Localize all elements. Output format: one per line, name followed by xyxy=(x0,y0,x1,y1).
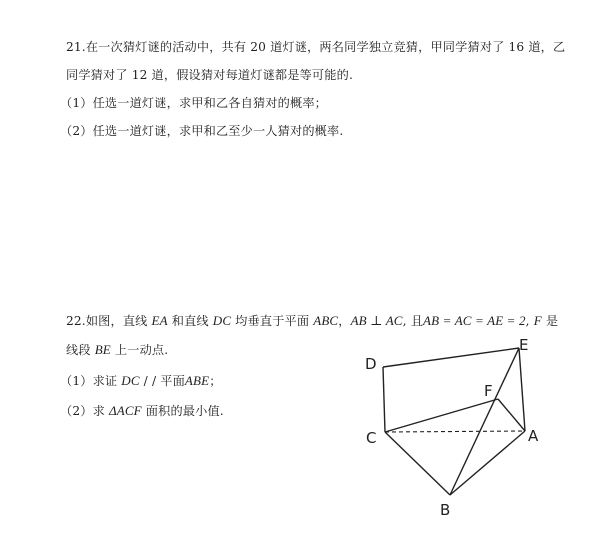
q21-part1: （1）任选一道灯谜，求甲和乙各自猜对的概率； xyxy=(60,96,327,110)
q22-math-abe: ABE xyxy=(184,373,210,388)
q22-text: 上一动点. xyxy=(110,343,169,357)
q22-text: 均垂直于平面 xyxy=(231,314,314,328)
q22-text: 面积的最小值. xyxy=(141,404,224,418)
segment-dc xyxy=(383,367,385,432)
q22-math-dc2: DC xyxy=(121,373,140,388)
segment-ea xyxy=(519,348,525,431)
q22-text: 是 xyxy=(541,314,559,328)
q22-text: ， xyxy=(338,314,351,328)
q22-text: 线段 xyxy=(66,343,95,357)
label-b: B xyxy=(440,501,451,519)
q22-text: / / 平面 xyxy=(139,374,185,388)
q22-text: （2）求 xyxy=(60,404,109,418)
q22-math-eq: AB = AC = AE = 2 xyxy=(423,313,526,328)
q22-text: , xyxy=(525,314,534,328)
segment-cf xyxy=(385,399,498,432)
label-a: A xyxy=(528,427,539,445)
q21-line2: 同学猜对了 12 道，假设猜对每道灯谜都是等可能的. xyxy=(66,68,353,82)
label-e: E xyxy=(519,336,529,354)
q22-math-abc: ABC xyxy=(313,313,339,328)
segment-cb xyxy=(385,432,450,495)
segment-ab xyxy=(450,431,525,495)
q22-text: 22.如图，直线 xyxy=(66,314,152,328)
q22-math-be: BE xyxy=(94,342,111,357)
label-d: D xyxy=(365,355,377,373)
label-c: C xyxy=(366,429,377,447)
q22-math-dc: DC xyxy=(212,313,232,328)
q22-math-acf: ΔACF xyxy=(108,403,142,418)
q21-line1: 21.在一次猜灯谜的活动中，共有 20 道灯谜，两名同学独立竞猜，甲同学猜对了 16 道，乙 xyxy=(66,40,566,54)
q22-math-f: F xyxy=(533,313,542,328)
segment-ca-hidden xyxy=(385,431,525,432)
q22-math-perp: AB ⊥ AC xyxy=(350,313,403,328)
segment-eb xyxy=(450,348,519,495)
q21-part2: （2）任选一道灯谜，求甲和乙至少一人猜对的概率. xyxy=(60,124,344,138)
q22-math-ea: EA xyxy=(151,313,168,328)
segment-fa xyxy=(498,399,525,431)
q22-text: ； xyxy=(209,374,222,388)
segment-de xyxy=(383,348,519,367)
q22-text: , 且 xyxy=(402,314,424,328)
q22-text: 和直线 xyxy=(167,314,213,328)
q22-text: （1）求证 xyxy=(60,374,122,388)
label-f: F xyxy=(484,382,493,400)
